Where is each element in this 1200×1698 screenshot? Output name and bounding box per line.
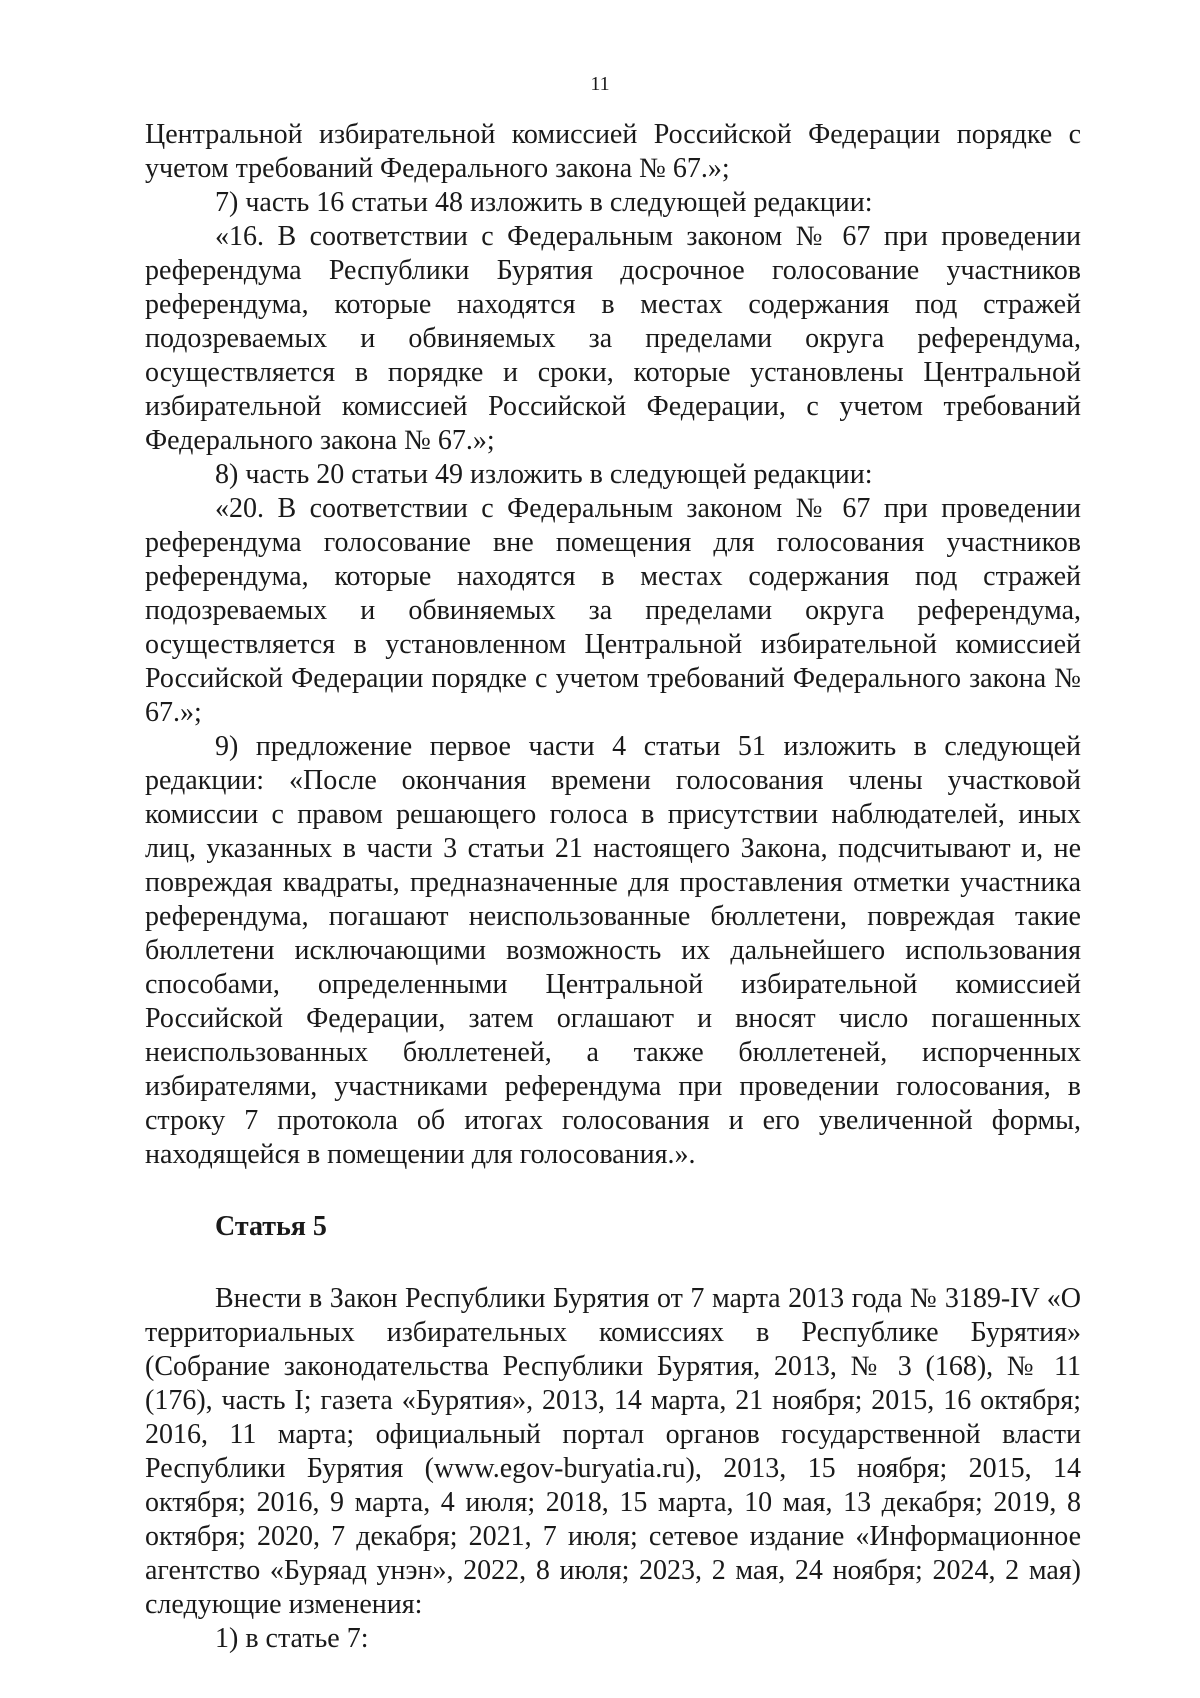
paragraph-item-1: 1) в статье 7: xyxy=(215,1623,369,1654)
paragraph-item-7: 7) часть 16 статьи 48 изложить в следующей редакции: xyxy=(215,187,873,218)
paragraph-item-9: 9) предложение первое части 4 статьи 51 изложить в следующей редакции: «После окончания времени голосования члены участковой комиссии с правом решающего голоса в присутствии наблюдателей, иных лиц, указанных в части 3 статьи 21 настоящего Закона, подсчитывают и, не повреждая квадраты, предназначенные для проставления отметки участника референдума, погашают неиспользованные бюллетени, повреждая такие бюллетени исключающими возможность их дальнейшего использования способами, определенными Центральной избирательной комиссией Российской Федерации, затем оглашают и вносят число погашенных неиспользованных бюллетеней, а также бюллетеней, испорченных избирателями, участниками референдума при проведении голосования, в строку 7 протокола об итогах голосования и его увеличенной формы, находящейся в помещении для голосования.». xyxy=(145,731,1081,1170)
paragraph-amendment-intro: Внести в Закон Республики Бурятия от 7 марта 2013 года № 3189-IV «О территориальных избирательных комиссиях в Республике Бурятия» (Собрание законодательства Республики Бурятия, 2013, № 3 (168), № 11 (176), часть I; газета «Бурятия», 2013, 14 марта, 21 ноября; 2015, 16 октября; 2016, 11 марта; официальный портал органов государственной власти Республики Бурятия (www.egov-buryatia.ru), 2013, 15 ноября; 2015, 14 октября; 2016, 9 марта, 4 июля; 2018, 15 марта, 10 мая, 13 декабря; 2019, 8 октября; 2020, 7 декабря; 2021, 7 июля; сетевое издание «Информационное агентство «Буряад унэн», 2022, 8 июля; 2023, 2 мая, 24 ноября; 2024, 2 мая) следующие изменения: xyxy=(145,1283,1081,1620)
paragraph-continuation: Центральной избирательной комиссией Российской Федерации порядке с учетом требований Федерального закона № 67.»; xyxy=(145,119,1081,184)
paragraph-quote-20: «20. В соответствии с Федеральным законом № 67 при проведении референдума голосование вне помещения для голосования участников референдума, которые находятся в местах содержания под стражей подозреваемых и обвиняемых за пределами округа референдума, осуществляется в установленном Центральной избирательной комиссией Российской Федерации порядке с учетом требований Федерального закона № 67.»; xyxy=(145,493,1081,728)
paragraph-quote-16: «16. В соответствии с Федеральным законом № 67 при проведении референдума Республики Бурятия досрочное голосование участников референдума, которые находятся в местах содержания под стражей подозреваемых и обвиняемых за пределами округа референдума, осуществляется в порядке и сроки, которые установлены Центральной избирательной комиссией Российской Федерации, с учетом требований Федерального закона № 67.»; xyxy=(145,221,1081,456)
document-body xyxy=(145,118,1081,1656)
paragraph-item-8: 8) часть 20 статьи 49 изложить в следующей редакции: xyxy=(215,459,873,490)
article-title: Статья 5 xyxy=(215,1211,327,1242)
page-number: 11 xyxy=(590,73,610,95)
